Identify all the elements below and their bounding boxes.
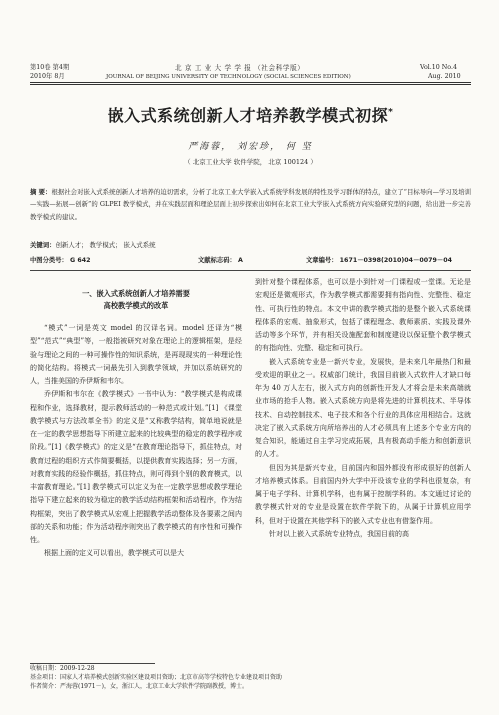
header-rule bbox=[30, 82, 471, 83]
body-paragraph: 针对以上嵌入式系统专业特点，我国目前的高 bbox=[269, 529, 409, 538]
document-code bbox=[198, 255, 243, 264]
footnote-rule bbox=[30, 663, 155, 664]
footnote-author: 作者简介：严海蓉(1971－)，女，浙江人，北京工业大学软件学院副教授，博士。 bbox=[30, 683, 248, 690]
title-footnote-mark: * bbox=[388, 107, 394, 118]
journal-name-cn: 北 京 工 业 大 学 学 报 （社会科学版） bbox=[175, 64, 305, 72]
header-rule-2 bbox=[30, 84, 471, 85]
keywords bbox=[30, 240, 155, 249]
volume-issue-en: Vol.10 No.4 bbox=[420, 64, 457, 71]
article-number bbox=[306, 255, 452, 264]
article-title bbox=[30, 103, 471, 126]
section-heading-line2: 高校教学模式的改革 bbox=[103, 301, 169, 310]
abstract bbox=[30, 186, 471, 223]
title-text: 嵌入式系统创新人才培养教学模式初探 bbox=[107, 106, 389, 125]
clc-number bbox=[30, 255, 90, 264]
body-paragraph: “模式”一词是英文 model 的汉译名词。model 还译为“模型”“范式”“典型”等，一般指被研究对象在理论上的逻辑框架，是经验与理论之间的一种可操作性的知识系统，是再现现实的一种理论性的简化结构。将模式一词最先引入到教学领域，并加以系统研究的人，当推美国的乔伊斯和韦尔。 bbox=[30, 324, 242, 385]
abstract-label: 摘 要： bbox=[30, 188, 52, 196]
abstract-separator bbox=[30, 270, 471, 271]
clc-number-text: 中图分类号： G 642 bbox=[30, 257, 91, 264]
body-paragraph: 到针对整个课程体系，也可以是小到针对一门课程或一堂课。无论是宏观还是微观形式，作为教学模式都需要拥有指向性、完整性、稳定性、可执行性的特点。本文中讲的教学模式指的是整个嵌入式系统课程体系的宏观、抽象形式，包括了课程理念、教师素质、实践及课外活动等多个环节，并有相关设施配套和制度建设以保证整个教学模式的有指向性、完整、稳定和可执行。 bbox=[255, 278, 471, 353]
abstract-text: 根据社会对嵌入式系统创新人才培养的迫切需求，分析了北京工业大学嵌入式系统学科发展的特性及学习群体的特点，建立了“目标导向—学习及培训—实践—拓展—创新”的 GLPEI 教学模式，并在实践层面和理论层面上初步探索出如何在北京工业大学嵌入式系统方向实验研究型的问题，给出进一步完善教学模式的建议。 bbox=[30, 188, 471, 221]
section-heading-line1: 一、嵌入式系统创新人才培养需要 bbox=[82, 289, 190, 298]
section-heading bbox=[30, 288, 242, 312]
journal-name-en: JOURNAL OF BEIJING UNIVERSITY OF TECHNOLOGY (SOCIAL SCIENCES EDITION) bbox=[106, 74, 351, 80]
author-list: 严海蓉， 刘宏珍， 何 坚 bbox=[188, 142, 313, 152]
body-paragraph: 但因为其是新兴专业，目前国内和国外都没有形成很好的创新人才培养模式体系。目前国内外大学中开设该专业的学科也很复杂，有属于电子学科、计算机学科，也有属于控制学科的。本文通过讨论的教学模式针对的专业是设置在软件学院下的，从属于计算机应用学科，但对于设置在其他学科下的嵌入式专业也有借鉴作用。 bbox=[255, 463, 471, 525]
keywords-label: 关键词： bbox=[30, 241, 56, 249]
issue-date-en: Aug. 2010 bbox=[428, 73, 461, 80]
document-code-text: 文献标志码： A bbox=[198, 257, 243, 264]
footnote-fund: 基金项目：国家人才培养模式创新实验区建设项目资助；北京市高等学校特色专业建设项目资助 bbox=[30, 674, 283, 681]
keywords-text: 创新人才； 教学模式； 嵌入式系统 bbox=[55, 241, 156, 249]
body-paragraph: 嵌入式系统专业是一新兴专业，发展快，是未来几年最热门和最受欢迎的职业之一。权威部门统计，我国目前嵌入式软件人才缺口每年为 40 万人左右，嵌入式方向的创新性开发人才将会是未来高端就业市场的抢手人物。嵌入式系统方向是将先进的计算机技术、半导体技术、自动控制技术、电子技术和各个行业的具体应用相结合。这就决定了嵌入式系统方向所培养出的人才必须具有上述多个专业方向的复合知识，能通过自主学习完成拓展，具有极高动手能力和创新意识的人才。 bbox=[255, 357, 471, 459]
footnote-received: 收稿日期：2009-12-28 bbox=[30, 665, 95, 672]
affiliation: （ 北京工业大学 软件学院， 北京 100124 ） bbox=[184, 158, 317, 166]
right-column bbox=[255, 276, 471, 541]
body-paragraph: 根据上面的定义可以看出，教学模式可以是大 bbox=[44, 549, 184, 558]
left-column bbox=[30, 288, 242, 561]
volume-issue-cn: 第10卷 第4期 bbox=[30, 64, 70, 71]
issue-date-cn: 2010年 8月 bbox=[30, 73, 65, 80]
article-number-text: 文章编号： 1671－0398(2010)04－0079－04 bbox=[306, 257, 452, 264]
body-paragraph: 乔伊斯和韦尔在《教学模式》一书中认为：“教学模式是构成课程和作业，选择教材，提示教师活动的一种范式或计划。”[1] 《课堂教学模式与方法改革全书》的定义是“又称教学结构，简单地说就是在一定的教学思想指导下所建立起来的比较典型的稳定的教学程序或阶段。”[1]《教学模式》的定义是“在教育理论指导下，抓住特点，对教育过程的组织方式作简要概括，以提供教育实践选择；另一方面，对教育实践的经验作概括，抓住特点，则可得到个别的教育模式，以丰富教育理论。”[1] 教学模式可以定义为在一定教学思想或教学理论指导下建立起来的较为稳定的教学活动结构框架和活动程序，作为结构框架，突出了教学模式从宏观上把握教学活动整体及各要素之间内部的关系和功能；作为活动程序则突出了教学模式的有序性和可操作性。 bbox=[30, 390, 242, 544]
